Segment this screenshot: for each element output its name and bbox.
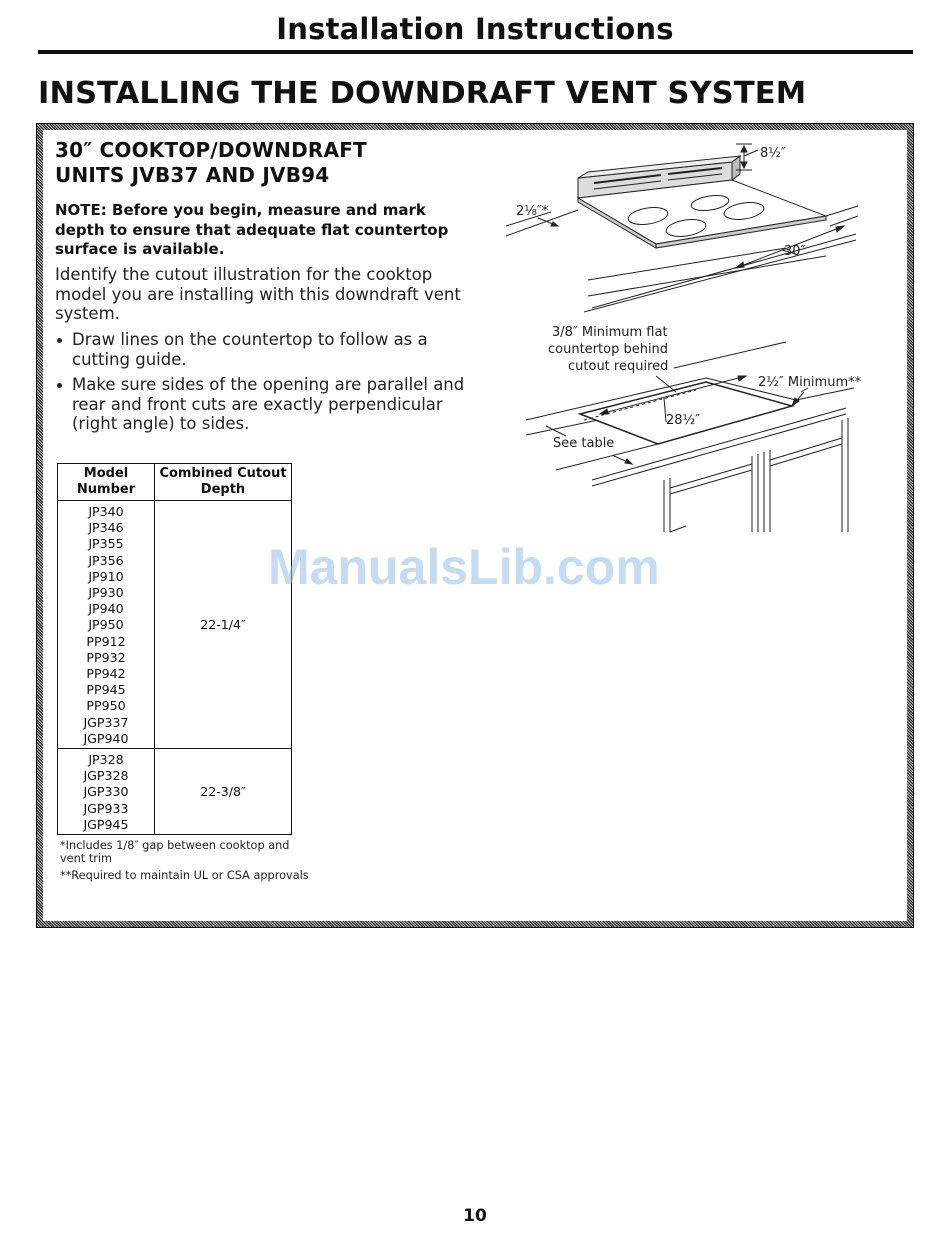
min-flat-label-line3: cutout required xyxy=(568,359,669,374)
intro-text: Identify the cutout illustration for the cooktop model you are installing with this downdraft vent system. xyxy=(55,265,461,323)
bullet-item: Make sure sides of the opening are parallel and rear and front cuts are exactly perpendicular (right angle) to sides. xyxy=(55,375,475,434)
cut-width-label: 28½″ xyxy=(666,413,700,428)
gap-label: 2⅛″* xyxy=(516,204,549,219)
table-row-group-1 xyxy=(58,501,292,749)
section-title: INSTALLING THE DOWNDRAFT VENT SYSTEM xyxy=(38,76,807,111)
model-cell: JP340 xyxy=(88,504,124,519)
width-label: 30″ xyxy=(784,244,806,259)
header-text: Model Number xyxy=(76,466,136,497)
model-list xyxy=(58,749,155,835)
cutout-depth-table xyxy=(57,463,292,835)
table-footnotes xyxy=(60,839,310,886)
model-cell: JP355 xyxy=(88,536,124,552)
min-flat-label-line2: countertop behind xyxy=(548,342,669,357)
depth-cell: 22-1/4″ xyxy=(155,501,292,749)
bullet-item: Draw lines on the countertop to follow as a cutting guide. xyxy=(55,330,475,369)
model-cell: JP356 xyxy=(88,552,124,568)
table-header-model xyxy=(58,464,155,501)
model-cell: JGP933 xyxy=(83,800,129,816)
subtitle-line-2: UNITS JVB37 AND JVB94 xyxy=(55,163,330,187)
min-side-label: 2½″ Minimum** xyxy=(758,375,862,390)
model-cell: JP910 xyxy=(88,568,124,584)
note-text: NOTE: Before you begin, measure and mark depth to ensure that adequate flat countertop surface is available. xyxy=(55,201,449,258)
model-cell: PP950 xyxy=(86,698,126,714)
table-header-depth xyxy=(155,464,292,501)
model-cell: JP950 xyxy=(88,617,124,633)
model-cell: PP912 xyxy=(86,633,126,649)
model-list xyxy=(58,501,155,749)
header-rule xyxy=(38,50,913,54)
model-cell: JGP337 xyxy=(83,714,129,730)
cooktop-downdraft-figure xyxy=(496,130,886,540)
min-flat-label-line1: 3/8″ Minimum flat xyxy=(552,325,668,340)
panel-subtitle xyxy=(55,138,367,188)
instruction-bullets xyxy=(55,330,475,440)
model-cell: PP932 xyxy=(86,649,126,665)
model-cell: JP930 xyxy=(88,585,124,601)
model-cell: JGP945 xyxy=(83,816,129,832)
model-cell: JP328 xyxy=(88,752,124,768)
depth-cell: 22-3/8″ xyxy=(155,749,292,835)
model-cell: JP346 xyxy=(88,520,124,536)
header-text: Combined Cutout Depth xyxy=(159,466,287,497)
table-row-group-2 xyxy=(58,749,292,835)
page-header-title: Installation Instructions xyxy=(276,12,674,46)
model-cell: PP942 xyxy=(86,666,126,682)
watermark-logo: ManualsLib.com xyxy=(268,539,660,595)
footnote: *Includes 1/8″ gap between cooktop and vent trim xyxy=(60,839,290,865)
page-number: 10 xyxy=(463,1206,487,1226)
model-cell: JP940 xyxy=(88,601,124,617)
model-cell: JGP328 xyxy=(83,768,129,784)
model-cell: JGP940 xyxy=(83,730,129,746)
footnote: **Required to maintain UL or CSA approvals xyxy=(60,869,309,882)
model-cell: PP945 xyxy=(86,682,126,698)
see-table-label: See table xyxy=(553,436,615,451)
subtitle-line-1: 30″ COOKTOP/DOWNDRAFT xyxy=(55,138,367,162)
model-cell: JGP330 xyxy=(83,784,129,800)
vent-height-label: 8½″ xyxy=(760,146,786,161)
